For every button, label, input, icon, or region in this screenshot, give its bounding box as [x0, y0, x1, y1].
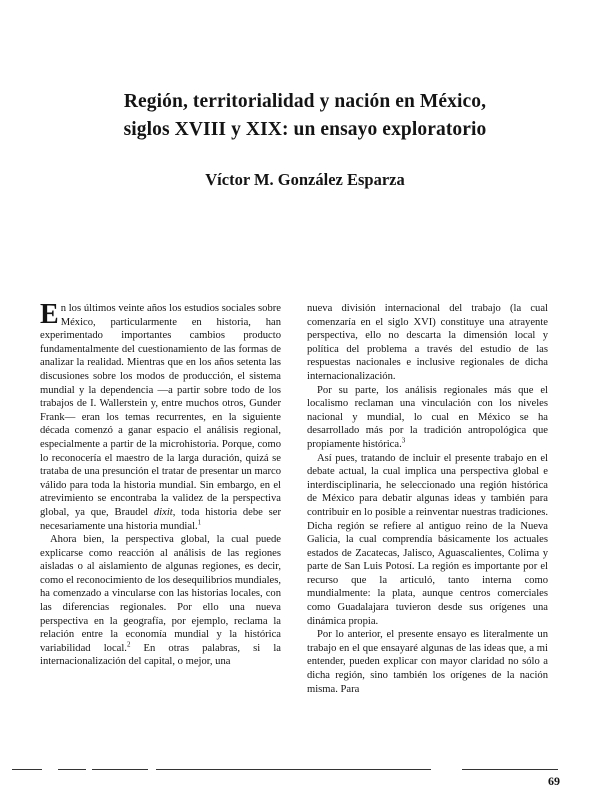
- paragraph-1-text: n los últimos veinte años los estudios sociales sobre México, particularmente en historia, han experimentado importantes cambios producto fundamentalmente del cuestionamiento de las formas de analizar la realidad. Mientras que en los años setenta las discusiones sobre los modos de producción, el sistema mundial y la dependencia —a partir sobre todo de los trabajos de I. Wallerstein y, entre muchos otros, Gunder Frank— eran los temas recurrentes, en la siguiente década comenzó a ganar espacio el análisis regional, especialmente a partir de la microhistoria. Porque, como lo reconocería el maestro de la larga duración, quizá se trataba de una presunción el tratar de presentar un marco válido para toda la historia mundial. Sin embargo, en el atrevimiento se encontraba la validez de la perspectiva global, ya que, Braudel: [40, 303, 281, 518]
- bottom-rule: [156, 769, 431, 770]
- title-line-1: Región, territorialidad y nación en México,: [123, 91, 487, 112]
- bottom-rule: [462, 769, 558, 770]
- paragraph-2-text: Ahora bien, la perspectiva global, la cual puede explicarse como reacción al análisis de las regiones aisladas o al aislamiento de algunas regiones, es decir, como el reconocimiento de los desequilibrios mundiales, ha comenzado a vincularse con las historias locales, con las diferencias regionales. Por ello una nueva perspectiva en la geografía, por ejemplo, reclama la relación entre la economía mundial y la histórica variabilidad local.: [40, 534, 281, 654]
- bottom-rule: [12, 769, 42, 770]
- author-name: Víctor M. González Esparza: [205, 170, 405, 189]
- right-column: [307, 302, 548, 696]
- drop-cap: E: [40, 299, 59, 330]
- paragraph-1-end: , toda historia debe ser necesariamente una historia mundial.: [40, 506, 281, 532]
- paragraph-2-end: En otras palabras, si la internacionalización del capital, o mejor, una: [40, 642, 281, 668]
- paragraph-4: [307, 384, 548, 452]
- bottom-rule: [58, 769, 86, 770]
- paragraph-6: Por lo anterior, el presente ensayo es literalmente un trabajo en el que ensayaré algunas de las ideas que, a mi entender, pueden explicar con mayor claridad no sólo a dicha región, sino también los orígenes de la nación misma. Para: [307, 629, 548, 695]
- footnote-ref-2[interactable]: 2: [126, 640, 131, 649]
- article-title: [40, 88, 570, 144]
- bottom-rule: [92, 769, 148, 770]
- paragraph-1: [40, 299, 281, 533]
- footnote-ref-3[interactable]: 3: [401, 436, 406, 445]
- page-number: 69: [548, 774, 560, 788]
- paragraph-4-text: Por su parte, los análisis regionales más que el localismo reclaman una vinculación con los niveles nacional y mundial, lo cual en México se ha desarrollado más por la tradición antropológica que propiamente histórica.: [307, 384, 548, 450]
- paragraph-3: nueva división internacional del trabajo (la cual comenzaría en el siglo XVI) constituye una atrayente perspectiva, ello no descarta la dimensión local y política del problema a través del estudio de las respuestas nacionales e inclusive regionales de dicha internacionalización.: [307, 303, 548, 382]
- dixit-italic: dixit: [153, 506, 173, 518]
- title-line-2: siglos XVIII y XIX: un ensayo exploratorio: [123, 119, 487, 140]
- left-column: [40, 299, 281, 669]
- footnote-ref-1[interactable]: 1: [197, 517, 202, 526]
- paragraph-5: Así pues, tratando de incluir el presente trabajo en el debate actual, la cual implica una perspectiva global e interdisciplinaria, he seleccionado una región histórica de México para debatir algunas ideas y también para contribuir en lo posible a reinventar nuestras tradiciones. Dicha región se refiere al antiguo reino de la Nueva Galicia, la cual comprendía básicamente los actuales estados de Zacatecas, Jalisco, Aguascalientes, Colima y parte de San Luis Potosí. La región es importante por el recurso que la articuló, tanto interna como mundialmente: la plata, aunque centros comerciales como Guadalajara tuvieron desde sus orígenes una dinámica propia.: [307, 452, 548, 627]
- paragraph-2: [40, 533, 281, 669]
